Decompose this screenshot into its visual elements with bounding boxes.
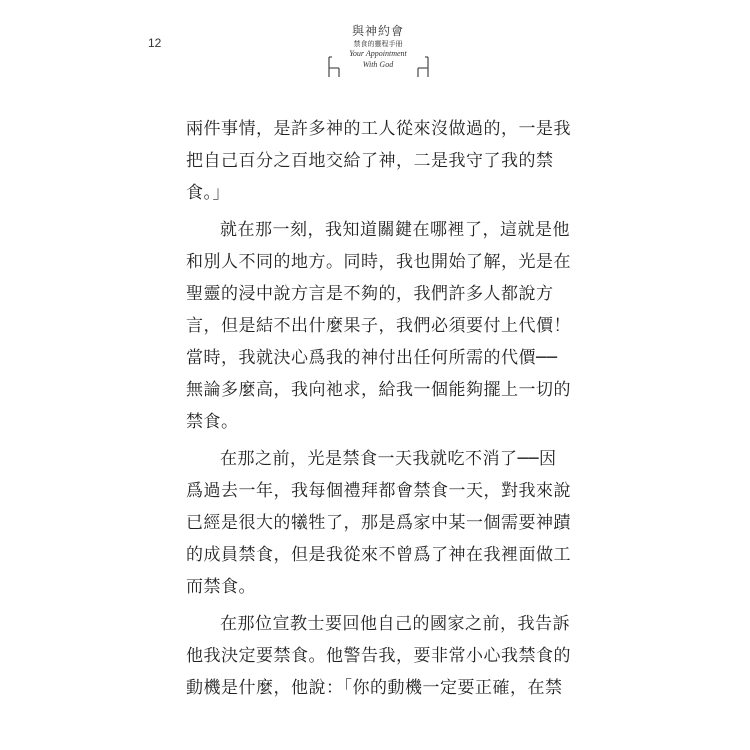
paragraph [186,443,571,603]
text-line: 言，但是結不出什麼果子，我們必須要付上代價！ [186,316,571,336]
chair-left-icon [326,56,342,78]
text-line: 在那位宣教士要回他自己的國家之前，我告訴 [220,614,570,634]
text-line: 爲過去一年，我每個禮拜都會禁食一天，對我來說 [186,481,571,501]
chair-right-icon [415,56,431,78]
header-subtitle: 禁食的靈程手冊 [353,40,403,48]
text-line: 的成員禁食，但是我從來不曾爲了神在我裡面做工 [186,545,571,565]
text-line: 和別人不同的地方。同時，我也開始了解，光是在 [186,252,571,272]
text-line: 把自己百分之百地交給了神，二是我守了我的禁 [186,151,554,171]
text-line: 而禁食。 [186,577,256,597]
text-line: 就在那一刻，我知道關鍵在哪裡了，這就是他 [220,220,570,240]
paragraph [186,608,571,704]
text-line: 已經是很大的犧牲了，那是爲家中某一個需要神蹟 [186,513,571,533]
text-line: 兩件事情，是許多神的工人從來沒做過的，一是我 [186,119,571,139]
text-line: 聖靈的浸中說方言是不夠的，我們許多人都說方 [186,284,554,304]
body-text [186,113,571,704]
paragraph [186,113,571,209]
header-english-line-1: Your Appointment [349,49,407,58]
text-line: 動機是什麼，他說：「你的動機一定要正確，在禁 [186,678,563,698]
text-line: 無論多麼高，我向祂求，給我一個能夠擺上一切的 [186,380,571,400]
page-number: 12 [148,36,162,50]
text-line: 食。」 [186,183,230,203]
text-line: 禁食。 [186,412,239,432]
text-line: 在那之前，光是禁食一天我就吃不消了──因 [220,449,557,469]
text-line: 他我決定要禁食。他警告我，要非常小心我禁食的 [186,646,571,666]
text-line: 當時，我就決心爲我的神付出任何所需的代價── [186,348,558,368]
header-title: 與神約會 [351,24,404,38]
header-english-line-2: With God [362,60,394,69]
paragraph [186,214,571,438]
